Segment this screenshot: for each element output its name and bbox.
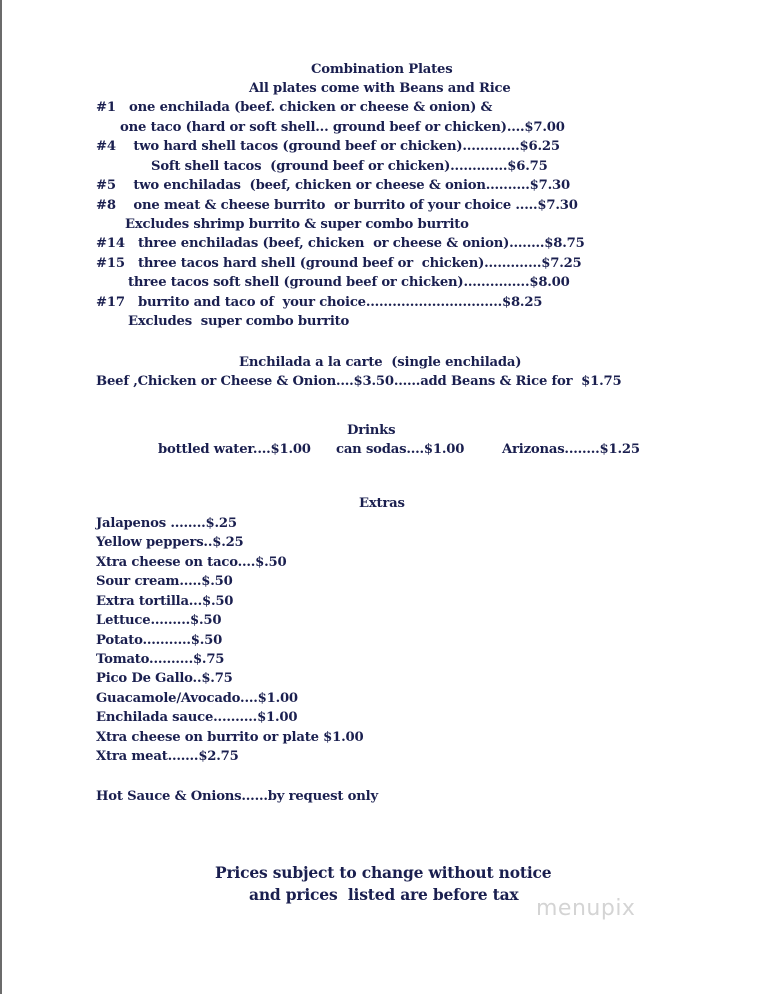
combo-line: #4 two hard shell tacos (ground beef or chicken).............$6.25 [96, 139, 560, 154]
extra-item: Potato...........$.50 [96, 633, 223, 648]
page-left-border [0, 0, 2, 994]
extra-item: Extra tortilla...$.50 [96, 594, 234, 609]
a-la-carte-title: Enchilada a la carte (single enchilada) [239, 355, 522, 370]
combo-line: Excludes shrimp burrito & super combo burrito [125, 217, 469, 232]
extra-item: Yellow peppers..$.25 [96, 535, 244, 550]
extra-item: Guacamole/Avocado....$1.00 [96, 691, 298, 706]
extra-item: Sour cream.....$.50 [96, 574, 233, 589]
drink-item: bottled water....$1.00 [158, 442, 311, 457]
combo-line: #8 one meat & cheese burrito or burrito of your choice .....$7.30 [96, 198, 578, 213]
extra-item: Jalapenos ........$.25 [96, 516, 237, 531]
combination-plates-title: Combination Plates [311, 62, 453, 77]
drinks-title: Drinks [347, 423, 396, 438]
drink-item: can sodas....$1.00 [336, 442, 465, 457]
combo-line: #1 one enchilada (beef. chicken or cheese & onion) & [96, 100, 493, 115]
combo-line: #17 burrito and taco of your choice...............................$8.25 [96, 295, 543, 310]
combo-line: one taco (hard or soft shell... ground beef or chicken)....$7.00 [120, 120, 565, 135]
combo-line: #15 three tacos hard shell (ground beef or chicken).............$7.25 [96, 256, 582, 271]
extra-item: Pico De Gallo..$.75 [96, 671, 233, 686]
extras-note: Hot Sauce & Onions......by request only [96, 789, 378, 804]
extras-title: Extras [359, 496, 405, 511]
extra-item: Tomato..........$.75 [96, 652, 225, 667]
combo-line: Excludes super combo burrito [128, 314, 350, 329]
combo-line: #14 three enchiladas (beef, chicken or cheese & onion)........$8.75 [96, 236, 585, 251]
combo-line: Soft shell tacos (ground beef or chicken).............$6.75 [151, 159, 548, 174]
footer-line-2: and prices listed are before tax [249, 885, 519, 904]
drink-item: Arizonas........$1.25 [502, 442, 640, 457]
combo-line: #5 two enchiladas (beef, chicken or cheese & onion..........$7.30 [96, 178, 570, 193]
extra-item: Xtra meat.......$2.75 [96, 749, 239, 764]
extra-item: Lettuce.........$.50 [96, 613, 222, 628]
combo-line: three tacos soft shell (ground beef or chicken)...............$8.00 [128, 275, 570, 290]
combination-plates-subtitle: All plates come with Beans and Rice [249, 81, 511, 96]
a-la-carte-line: Beef ,Chicken or Cheese & Onion....$3.50......add Beans & Rice for $1.75 [96, 374, 622, 389]
extra-item: Xtra cheese on taco....$.50 [96, 555, 287, 570]
footer-line-1: Prices subject to change without notice [215, 863, 552, 882]
extra-item: Xtra cheese on burrito or plate $1.00 [96, 730, 364, 745]
extra-item: Enchilada sauce..........$1.00 [96, 710, 298, 725]
watermark-logo: menupix [536, 896, 636, 921]
